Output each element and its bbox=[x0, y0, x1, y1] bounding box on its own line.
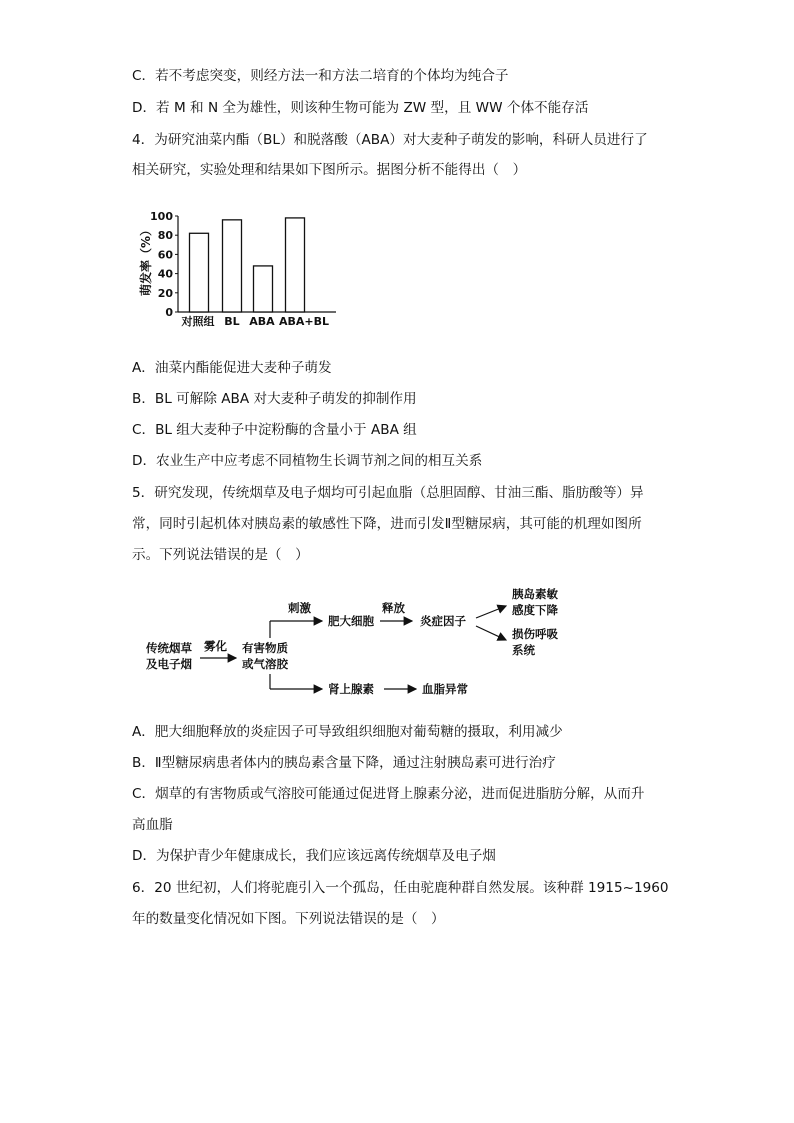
flow-arrow-insulin bbox=[476, 606, 506, 618]
q5-option-a: A．肥大细胞释放的炎症因子可导致组织细胞对葡萄糖的摄取，利用减少 bbox=[132, 724, 563, 740]
flow-respiratory-line1: 损伤呼吸 bbox=[512, 627, 558, 641]
flow-respiratory-line2: 系统 bbox=[512, 643, 535, 657]
x-category-label: ABA+BL bbox=[278, 315, 330, 328]
flow-harm-line1: 有害物质 bbox=[242, 641, 288, 655]
flow-stimulate-label: 刺激 bbox=[288, 601, 311, 615]
flow-release-label: 释放 bbox=[382, 601, 405, 615]
flow-atomize-label: 雾化 bbox=[204, 639, 227, 653]
q4-stem-line1: 4．为研究油菜内酯（BL）和脱落酸（ABA）对大麦种子萌发的影响，科研人员进行了 bbox=[132, 132, 648, 148]
q4-option-c: C．BL 组大麦种子中淀粉酶的含量小于 ABA 组 bbox=[132, 422, 417, 438]
q3-option-c: C．若不考虑突变，则经方法一和方法二培育的个体均为纯合子 bbox=[132, 68, 509, 84]
x-category-label: BL bbox=[224, 315, 240, 328]
y-tick-label: 40 bbox=[157, 267, 173, 281]
y-tick-label: 100 bbox=[150, 210, 173, 223]
q4-option-a: A．油菜内酯能促进大麦种子萌发 bbox=[132, 360, 332, 376]
flow-source-line1: 传统烟草 bbox=[146, 641, 192, 655]
y-tick-label: 60 bbox=[157, 248, 173, 262]
q5-option-c-line1: C．烟草的有害物质或气溶胶可能通过促进肾上腺素分泌，进而促进脂肪分解，从而升 bbox=[132, 786, 645, 802]
q5-option-d: D．为保护青少年健康成长，我们应该远离传统烟草及电子烟 bbox=[132, 848, 496, 864]
q5-stem-line2: 常，同时引起机体对胰岛素的敏感性下降，进而引发Ⅱ型糖尿病，其可能的机理如图所 bbox=[132, 516, 642, 532]
bar-3 bbox=[286, 218, 305, 312]
flow-insulin-line1: 胰岛素敏 bbox=[512, 587, 558, 601]
y-tick-label: 0 bbox=[165, 306, 173, 319]
y-axis-label: 萌发率（%） bbox=[139, 223, 153, 297]
bar-0 bbox=[190, 233, 209, 312]
x-category-label: 对照组 bbox=[181, 315, 215, 328]
y-tick-label: 20 bbox=[157, 286, 173, 300]
flow-harm-line2: 或气溶胶 bbox=[242, 657, 288, 671]
flow-mast-cell: 肥大细胞 bbox=[328, 614, 374, 628]
q5-stem-line1: 5．研究发现，传统烟草及电子烟均可引起血脂（总胆固醇、甘油三酯、脂肪酸等）异 bbox=[132, 485, 644, 501]
q5-option-b: B．Ⅱ型糖尿病患者体内的胰岛素含量下降，通过注射胰岛素可进行治疗 bbox=[132, 755, 556, 771]
bar-1 bbox=[223, 220, 242, 312]
flow-adrenaline: 肾上腺素 bbox=[328, 682, 374, 696]
bar-2 bbox=[254, 266, 273, 312]
q4-option-b: B．BL 可解除 ABA 对大麦种子萌发的抑制作用 bbox=[132, 391, 417, 407]
q4-stem-line2: 相关研究，实验处理和结果如下图所示。据图分析不能得出（ ） bbox=[132, 162, 527, 178]
q5-option-c-line2: 高血脂 bbox=[132, 817, 173, 833]
q5-stem-line3: 示。下列说法错误的是（ ） bbox=[132, 547, 309, 563]
flow-lipid-abnormal: 血脂异常 bbox=[422, 682, 468, 696]
q3-option-d: D．若 M 和 N 全为雄性，则该种生物可能为 ZW 型，且 WW 个体不能存活 bbox=[132, 100, 589, 116]
flow-arrow-respiratory bbox=[476, 626, 506, 640]
x-category-label: ABA bbox=[249, 315, 275, 328]
mechanism-flow-diagram bbox=[140, 582, 600, 702]
flow-source-line2: 及电子烟 bbox=[146, 657, 192, 671]
germination-bar-chart bbox=[136, 200, 346, 335]
q4-option-d: D．农业生产中应考虑不同植物生长调节剂之间的相互关系 bbox=[132, 453, 483, 469]
q6-stem-line1: 6．20 世纪初，人们将驼鹿引入一个孤岛，任由驼鹿种群自然发展。该种群 1915~1960 bbox=[132, 880, 669, 896]
q6-stem-line2: 年的数量变化情况如下图。下列说法错误的是（ ） bbox=[132, 911, 445, 927]
flow-inflammatory-factor: 炎症因子 bbox=[420, 614, 466, 628]
flow-insulin-line2: 感度下降 bbox=[512, 603, 558, 617]
y-tick-label: 80 bbox=[157, 229, 173, 243]
